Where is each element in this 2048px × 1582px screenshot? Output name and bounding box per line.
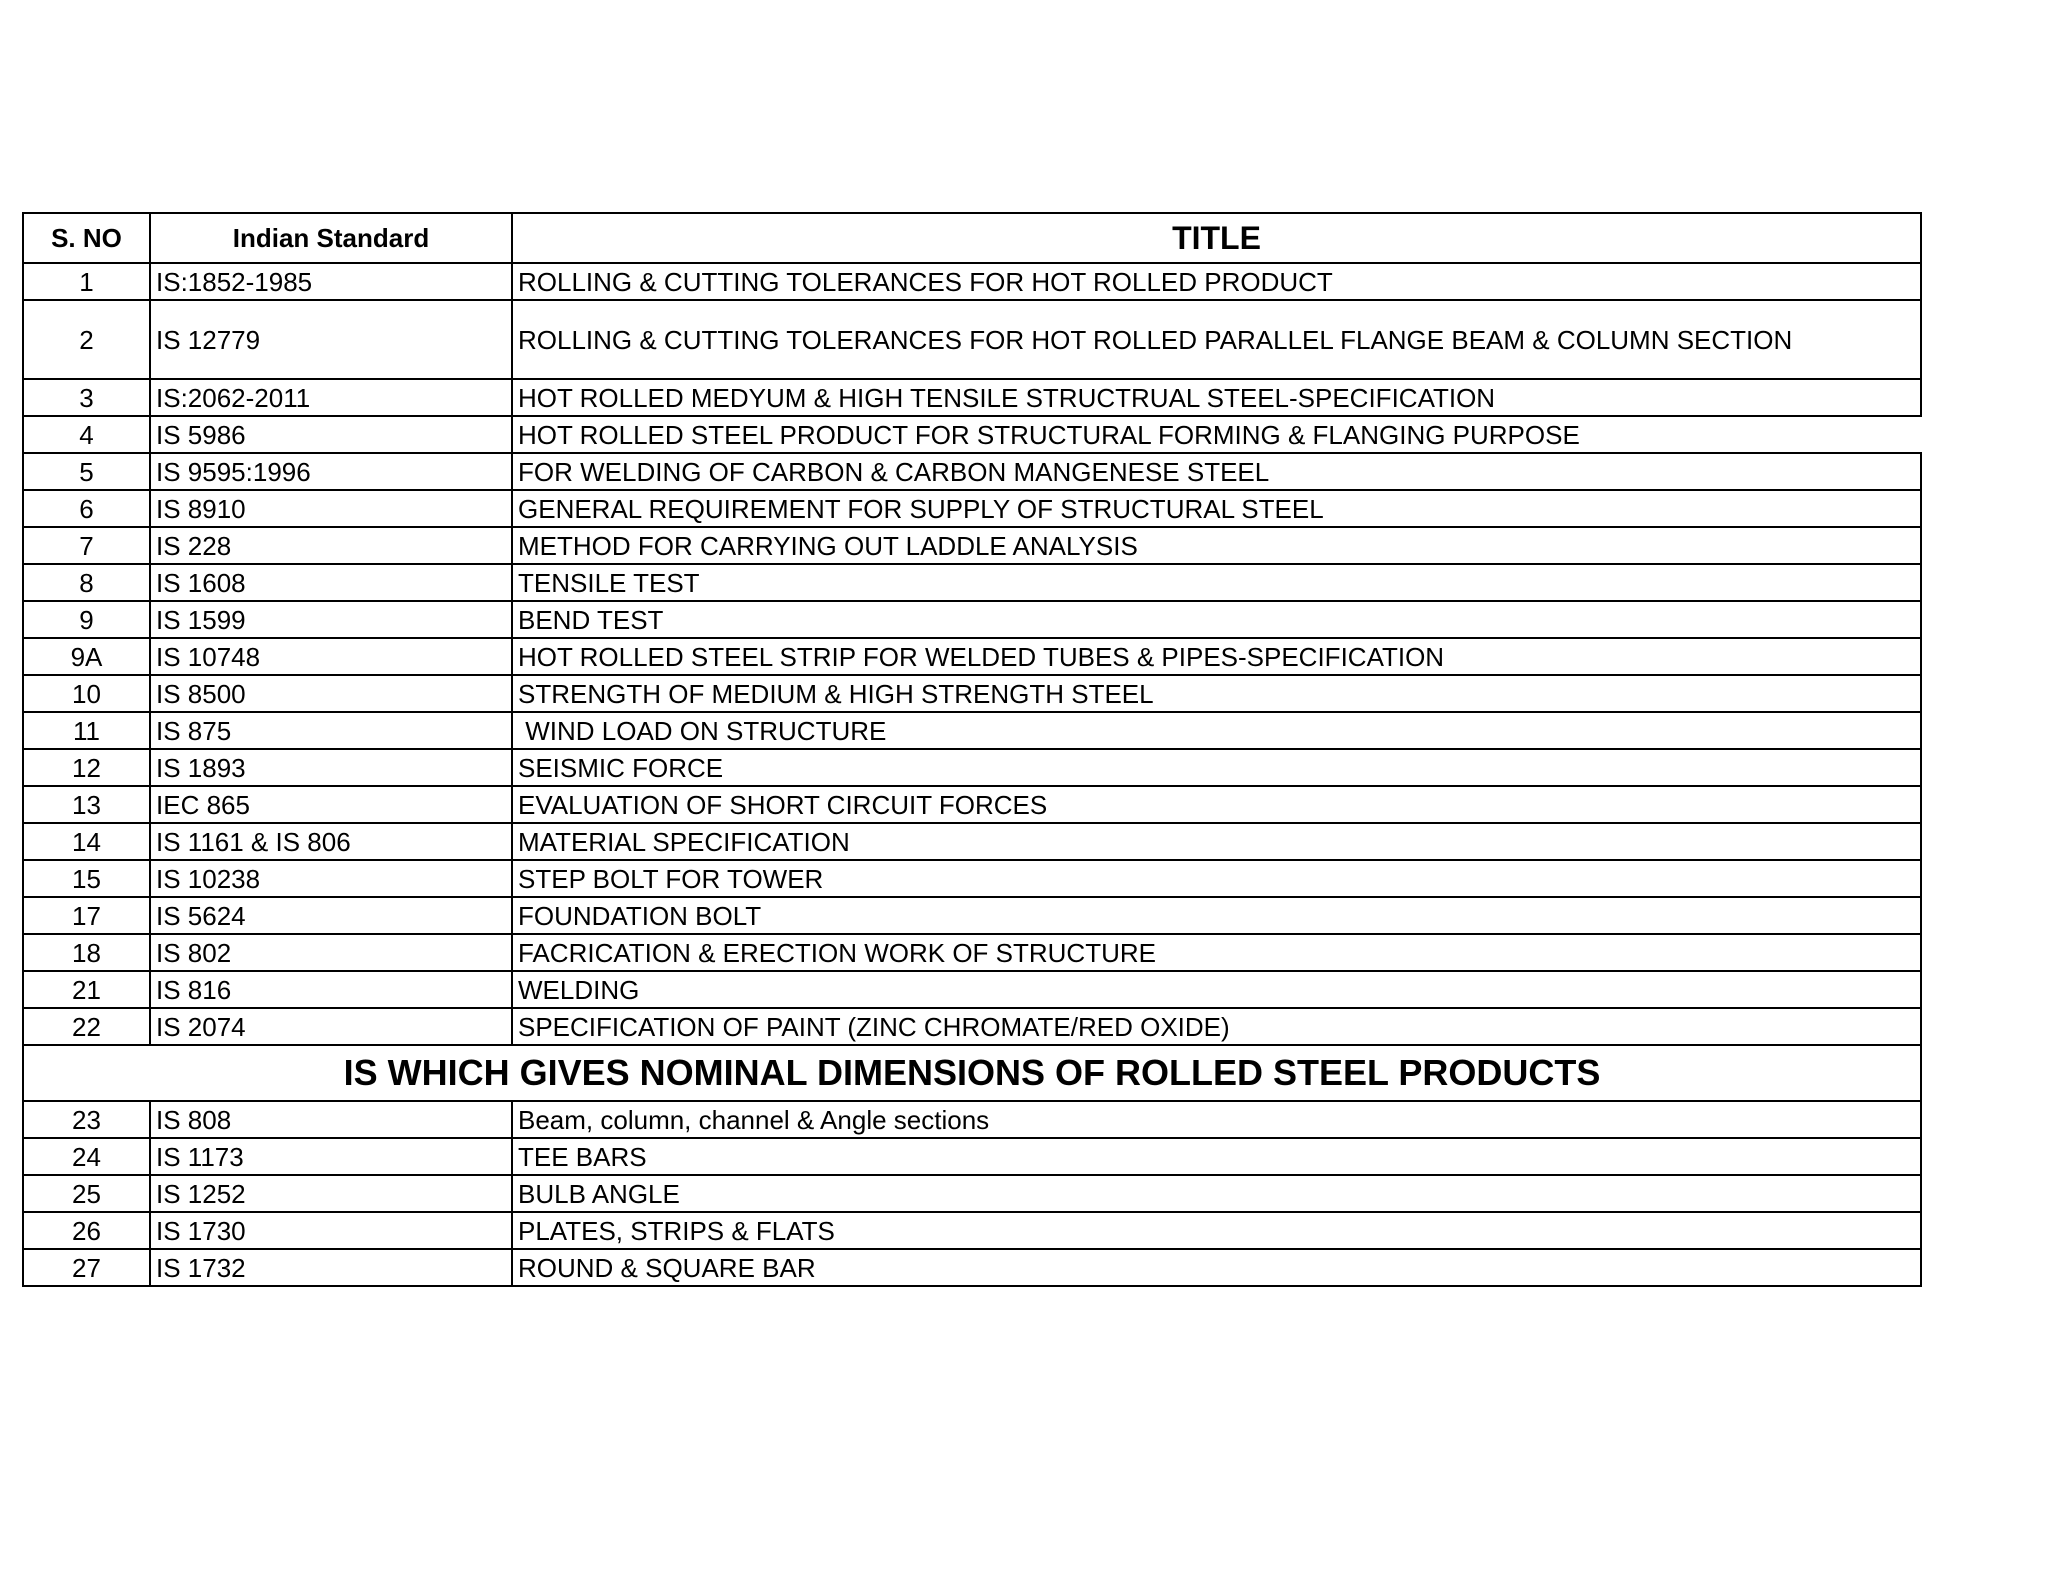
cell-sno: 6	[23, 490, 150, 527]
cell-sno: 24	[23, 1138, 150, 1175]
cell-title: GENERAL REQUIREMENT FOR SUPPLY OF STRUCTURAL STEEL	[512, 490, 1921, 527]
cell-standard: IS 1608	[150, 564, 512, 601]
cell-sno: 11	[23, 712, 150, 749]
cell-standard: IS 875	[150, 712, 512, 749]
cell-standard: IS 10238	[150, 860, 512, 897]
table-row	[23, 564, 1921, 601]
cell-title: METHOD FOR CARRYING OUT LADDLE ANALYSIS	[512, 527, 1921, 564]
cell-sno: 17	[23, 897, 150, 934]
table-row	[23, 490, 1921, 527]
cell-title: BEND TEST	[512, 601, 1921, 638]
cell-title: BULB ANGLE	[512, 1175, 1921, 1212]
cell-standard: IS 1732	[150, 1249, 512, 1286]
cell-title: EVALUATION OF SHORT CIRCUIT FORCES	[512, 786, 1921, 823]
cell-title: FOUNDATION BOLT	[512, 897, 1921, 934]
table-row	[23, 1008, 1921, 1045]
cell-title: ROLLING & CUTTING TOLERANCES FOR HOT ROLLED PRODUCT	[512, 263, 1921, 300]
cell-sno: 13	[23, 786, 150, 823]
cell-sno: 10	[23, 675, 150, 712]
table-row	[23, 1175, 1921, 1212]
cell-title: HOT ROLLED MEDYUM & HIGH TENSILE STRUCTRUAL STEEL-SPECIFICATION	[512, 379, 1921, 416]
cell-title: PLATES, STRIPS & FLATS	[512, 1212, 1921, 1249]
cell-standard: IS 9595:1996	[150, 453, 512, 490]
cell-standard: IS 12779	[150, 300, 512, 379]
cell-standard: IS 1252	[150, 1175, 512, 1212]
cell-sno: 9	[23, 601, 150, 638]
cell-title: FOR WELDING OF CARBON & CARBON MANGENESE STEEL	[512, 453, 1921, 490]
cell-sno: 12	[23, 749, 150, 786]
cell-title: ROLLING & CUTTING TOLERANCES FOR HOT ROLLED PARALLEL FLANGE BEAM & COLUMN SECTION	[512, 300, 1921, 379]
cell-standard: IS 8500	[150, 675, 512, 712]
cell-sno: 26	[23, 1212, 150, 1249]
cell-title: FACRICATION & ERECTION WORK OF STRUCTURE	[512, 934, 1921, 971]
cell-sno: 8	[23, 564, 150, 601]
table-row	[23, 860, 1921, 897]
cell-title: STRENGTH OF MEDIUM & HIGH STRENGTH STEEL	[512, 675, 1921, 712]
cell-sno: 1	[23, 263, 150, 300]
cell-sno: 15	[23, 860, 150, 897]
cell-sno: 18	[23, 934, 150, 971]
cell-standard: IS 5986	[150, 416, 512, 453]
cell-sno: 5	[23, 453, 150, 490]
cell-title: TENSILE TEST	[512, 564, 1921, 601]
table-row	[23, 934, 1921, 971]
header-sno: S. NO	[23, 213, 150, 263]
cell-sno: 23	[23, 1101, 150, 1138]
cell-title: ROUND & SQUARE BAR	[512, 1249, 1921, 1286]
cell-standard: IS 816	[150, 971, 512, 1008]
cell-standard: IS 1161 & IS 806	[150, 823, 512, 860]
table-row	[23, 379, 1921, 416]
cell-standard: IS 802	[150, 934, 512, 971]
cell-title: WELDING	[512, 971, 1921, 1008]
table-row	[23, 749, 1921, 786]
table-row	[23, 601, 1921, 638]
table-row	[23, 416, 1921, 453]
cell-title: Beam, column, channel & Angle sections	[512, 1101, 1921, 1138]
table-row	[23, 712, 1921, 749]
cell-standard: IS 1893	[150, 749, 512, 786]
cell-sno: 3	[23, 379, 150, 416]
table-row	[23, 1101, 1921, 1138]
cell-title: STEP BOLT FOR TOWER	[512, 860, 1921, 897]
cell-sno: 22	[23, 1008, 150, 1045]
table-row	[23, 897, 1921, 934]
cell-title: MATERIAL SPECIFICATION	[512, 823, 1921, 860]
cell-standard: IS 8910	[150, 490, 512, 527]
table-row	[23, 1138, 1921, 1175]
section-heading-row	[23, 1045, 1921, 1101]
cell-title: SPECIFICATION OF PAINT (ZINC CHROMATE/RED OXIDE)	[512, 1008, 1921, 1045]
table-row	[23, 453, 1921, 490]
cell-standard: IS 5624	[150, 897, 512, 934]
table-row	[23, 300, 1921, 379]
table-row	[23, 1249, 1921, 1286]
cell-sno: 2	[23, 300, 150, 379]
cell-sno: 9A	[23, 638, 150, 675]
cell-title: SEISMIC FORCE	[512, 749, 1921, 786]
cell-sno: 27	[23, 1249, 150, 1286]
cell-standard: IS 1730	[150, 1212, 512, 1249]
cell-standard: IS:1852-1985	[150, 263, 512, 300]
cell-title: TEE BARS	[512, 1138, 1921, 1175]
table-row	[23, 786, 1921, 823]
cell-standard: IS 1173	[150, 1138, 512, 1175]
table-row	[23, 527, 1921, 564]
table-body	[23, 263, 1921, 1286]
cell-standard: IS 10748	[150, 638, 512, 675]
cell-title: HOT ROLLED STEEL PRODUCT FOR STRUCTURAL FORMING & FLANGING PURPOSE	[512, 416, 1921, 453]
cell-standard: IS 1599	[150, 601, 512, 638]
cell-standard: IS 808	[150, 1101, 512, 1138]
table-row	[23, 823, 1921, 860]
table-row	[23, 638, 1921, 675]
cell-sno: 21	[23, 971, 150, 1008]
cell-title: HOT ROLLED STEEL STRIP FOR WELDED TUBES & PIPES-SPECIFICATION	[512, 638, 1921, 675]
standards-sheet	[22, 212, 1920, 1287]
section-heading: IS WHICH GIVES NOMINAL DIMENSIONS OF ROLLED STEEL PRODUCTS	[23, 1045, 1921, 1101]
cell-sno: 4	[23, 416, 150, 453]
table-row	[23, 263, 1921, 300]
cell-standard: IS:2062-2011	[150, 379, 512, 416]
cell-sno: 7	[23, 527, 150, 564]
header-title: TITLE	[512, 213, 1921, 263]
header-standard: Indian Standard	[150, 213, 512, 263]
cell-standard: IEC 865	[150, 786, 512, 823]
table-row	[23, 971, 1921, 1008]
cell-standard: IS 2074	[150, 1008, 512, 1045]
cell-title: WIND LOAD ON STRUCTURE	[512, 712, 1921, 749]
table-row	[23, 1212, 1921, 1249]
table-row	[23, 675, 1921, 712]
standards-table	[22, 212, 1922, 1287]
header-row	[23, 213, 1921, 263]
cell-sno: 25	[23, 1175, 150, 1212]
cell-sno: 14	[23, 823, 150, 860]
cell-standard: IS 228	[150, 527, 512, 564]
